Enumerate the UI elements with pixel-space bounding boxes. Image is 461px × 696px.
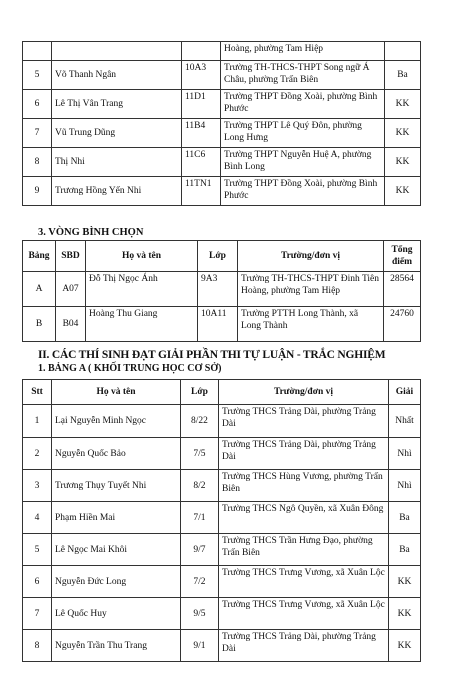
cell-stt: 5 [23, 61, 52, 90]
cell-school: Trường THPT Nguyễn Huệ A, phường Bình Long [221, 148, 385, 177]
cell-stt: 1 [23, 405, 52, 438]
cell-stt: 8 [23, 630, 52, 662]
cell-award: KK [389, 598, 421, 630]
cell-award: Ba [389, 502, 421, 534]
cell-name: Võ Thanh Ngân [52, 61, 182, 90]
table-row [23, 177, 421, 206]
cell-school: Trường THCS Trần Hưng Đạo, phường Trấn Biên [219, 534, 389, 566]
cell-school: Trường TH-THCS-THPT Đinh Tiên Hoàng, phường Tam Hiệp [238, 272, 384, 307]
cell-award: Ba [385, 61, 421, 90]
header-stt: Stt [23, 380, 52, 405]
cell-cls: 10A3 [182, 61, 221, 90]
cell-award [385, 42, 421, 61]
table-row [23, 502, 421, 534]
table-header-row [23, 241, 421, 272]
table-row [23, 630, 421, 662]
cell-school: Trường THCS Trảng Dài, phường Trảng Dài [219, 630, 389, 662]
cell-total: 24760 [384, 307, 421, 342]
cell-cls [182, 42, 221, 61]
cell-cls: 10A11 [198, 307, 238, 342]
header-class: Lớp [181, 380, 219, 405]
cell-stt [23, 42, 52, 61]
cell-name [52, 42, 182, 61]
cell-school: Trường THCS Trưng Vương, xã Xuân Lộc [219, 598, 389, 630]
cell-name: Trương Thụy Tuyết Nhi [52, 470, 181, 502]
cell-name: Thị Nhi [52, 148, 182, 177]
cell-school: Trường THPT Đồng Xoài, phường Bình Phước [221, 177, 385, 206]
table-row [23, 307, 421, 342]
vote-round-body [23, 272, 421, 342]
cell-cls: 9/5 [181, 598, 219, 630]
section-3-heading: 3. VÒNG BÌNH CHỌN [38, 227, 144, 238]
cell-name: Lê Ngọc Mai Khôi [52, 534, 181, 566]
table-row [23, 598, 421, 630]
cell-name: Lê Thị Vân Trang [52, 90, 182, 119]
table-row [23, 61, 421, 90]
header-sbd: SBD [56, 241, 86, 272]
cell-stt: 2 [23, 438, 52, 470]
cell-bang: A [23, 272, 56, 307]
table-row [23, 272, 421, 307]
cell-cls: 8/22 [181, 405, 219, 438]
table-row [23, 42, 421, 61]
cell-award: Nhất [389, 405, 421, 438]
cell-name: Nguyễn Đức Long [52, 566, 181, 598]
results-table-body [23, 42, 421, 206]
cell-cls: 7/5 [181, 438, 219, 470]
cell-stt: 6 [23, 566, 52, 598]
vote-round-table [22, 240, 421, 342]
bang-a-body [23, 405, 421, 662]
header-total: Tổng điểm [384, 241, 421, 272]
table-row [23, 470, 421, 502]
cell-stt: 6 [23, 90, 52, 119]
cell-name: Hoàng Thu Giang [86, 307, 198, 342]
header-bang: Bảng [23, 241, 56, 272]
cell-school: Trường THCS Trảng Dài, phường Trảng Dài [219, 438, 389, 470]
cell-stt: 4 [23, 502, 52, 534]
cell-stt: 8 [23, 148, 52, 177]
cell-cls: 9A3 [198, 272, 238, 307]
cell-name: Nguyễn Quốc Bảo [52, 438, 181, 470]
cell-name: Đỗ Thị Ngọc Ánh [86, 272, 198, 307]
cell-award: KK [385, 148, 421, 177]
cell-name: Trương Hồng Yến Nhi [52, 177, 182, 206]
cell-award: Ba [389, 534, 421, 566]
header-class: Lớp [198, 241, 238, 272]
cell-award: KK [389, 566, 421, 598]
cell-cls: 11B4 [182, 119, 221, 148]
cell-school: Trường TH-THCS-THPT Song ngữ Á Châu, phường Trấn Biên [221, 61, 385, 90]
cell-stt: 7 [23, 598, 52, 630]
cell-school: Trường THPT Lê Quý Đôn, phường Long Hưng [221, 119, 385, 148]
cell-award: KK [385, 90, 421, 119]
cell-award: KK [385, 119, 421, 148]
cell-school: Trường THCS Trảng Dài, phường Trảng Dài [219, 405, 389, 438]
header-name: Họ và tên [86, 241, 198, 272]
header-school: Trường/đơn vị [219, 380, 389, 405]
cell-cls: 9/1 [181, 630, 219, 662]
table-row [23, 438, 421, 470]
table-row [23, 148, 421, 177]
cell-stt: 7 [23, 119, 52, 148]
cell-stt: 3 [23, 470, 52, 502]
cell-stt: 9 [23, 177, 52, 206]
cell-name: Vũ Trung Dũng [52, 119, 182, 148]
table-row [23, 90, 421, 119]
cell-cls: 7/1 [181, 502, 219, 534]
cell-cls: 7/2 [181, 566, 219, 598]
cell-award: KK [389, 630, 421, 662]
header-award: Giải [389, 380, 421, 405]
table-header-row [23, 380, 421, 405]
cell-sbd: A07 [56, 272, 86, 307]
bang-a-table [22, 379, 421, 662]
cell-award: Nhì [389, 470, 421, 502]
results-table-continued [22, 41, 421, 206]
cell-school: Trường THCS Trưng Vương, xã Xuân Lộc [219, 566, 389, 598]
cell-name: Lại Nguyễn Minh Ngọc [52, 405, 181, 438]
cell-name: Phạm Hiền Mai [52, 502, 181, 534]
table-row [23, 119, 421, 148]
cell-cls: 11D1 [182, 90, 221, 119]
table-row [23, 534, 421, 566]
cell-award: KK [385, 177, 421, 206]
cell-name: Lê Quốc Huy [52, 598, 181, 630]
cell-name: Nguyễn Trần Thu Trang [52, 630, 181, 662]
cell-cls: 8/2 [181, 470, 219, 502]
cell-sbd: B04 [56, 307, 86, 342]
cell-bang: B [23, 307, 56, 342]
table-row [23, 405, 421, 438]
cell-school: Trường PTTH Long Thành, xã Long Thành [238, 307, 384, 342]
cell-cls: 9/7 [181, 534, 219, 566]
cell-school: Hoàng, phường Tam Hiệp [221, 42, 385, 61]
section-2-subheading: 1. BẢNG A ( KHỐI TRUNG HỌC CƠ SỞ) [38, 363, 222, 374]
cell-school: Trường THCS Ngô Quyền, xã Xuân Đông [219, 502, 389, 534]
section-2-heading: II. CÁC THÍ SINH ĐẠT GIẢI PHẦN THI TỰ LUẬN - TRẮC NGHIỆM [38, 349, 386, 361]
cell-total: 28564 [384, 272, 421, 307]
header-school: Trường/đơn vị [238, 241, 384, 272]
cell-school: Trường THCS Hùng Vương, phường Trấn Biên [219, 470, 389, 502]
cell-cls: 11C6 [182, 148, 221, 177]
cell-award: Nhì [389, 438, 421, 470]
cell-school: Trường THPT Đồng Xoài, phường Bình Phước [221, 90, 385, 119]
cell-cls: 11TN1 [182, 177, 221, 206]
cell-stt: 5 [23, 534, 52, 566]
header-name: Họ và tên [52, 380, 181, 405]
table-row [23, 566, 421, 598]
